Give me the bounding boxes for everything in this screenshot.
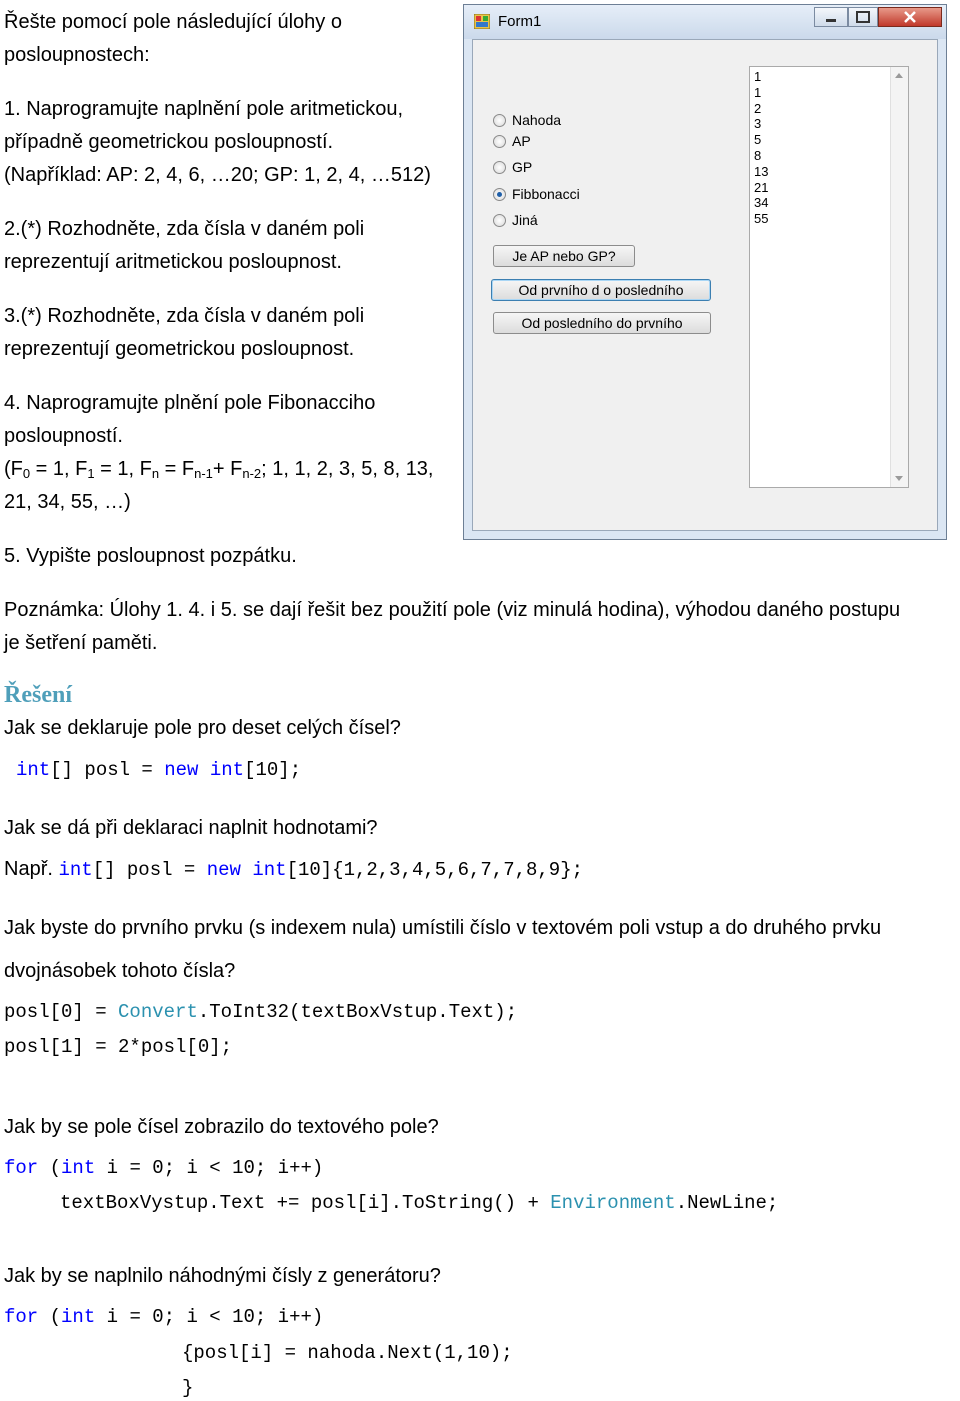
app-icon — [474, 14, 490, 29]
task-1-line-2: případně geometrickou posloupností. — [4, 131, 334, 153]
listbox-items — [754, 69, 768, 227]
window-title: Form1 — [498, 13, 542, 30]
radio-gp[interactable] — [493, 157, 532, 177]
ap-or-gp-button[interactable]: Je AP nebo GP? — [493, 245, 635, 267]
radio-label: Fibbonacci — [512, 186, 580, 202]
scroll-up-icon[interactable] — [895, 73, 903, 78]
close-icon — [879, 8, 941, 26]
radio-circle-icon[interactable] — [493, 188, 506, 201]
question-5: Jak by se naplnilo náhodnými čísly z generátoru? — [4, 1265, 441, 1287]
maximize-icon — [849, 8, 877, 26]
solution-heading: Řešení — [4, 682, 72, 708]
task-1-line-3: (Například: AP: 2, 4, 6, …20; GP: 1, 2, 4, …512) — [4, 164, 431, 186]
code-5: for (int i = 0; i < 10; i++) — [4, 1157, 324, 1179]
code-2: Např. int[] posl = new int[10]{1,2,3,4,5,6,7,7,8,9}; — [4, 858, 584, 881]
maximize-button[interactable] — [848, 7, 878, 27]
list-item[interactable]: 2 — [754, 100, 762, 116]
first-to-last-button[interactable]: Od prvního d o posledního — [491, 279, 711, 301]
note-line-2: je šetření paměti. — [4, 632, 158, 654]
code-8: {posl[i] = nahoda.Next(1,10); — [182, 1342, 513, 1364]
task-5: 5. Vypište posloupnost pozpátku. — [4, 545, 297, 567]
task-4-line-2: posloupností. — [4, 425, 123, 447]
list-item[interactable]: 13 — [754, 163, 769, 179]
radio-circle-icon[interactable] — [493, 214, 506, 227]
list-item[interactable]: 34 — [754, 195, 769, 211]
radio-circle-icon[interactable] — [493, 161, 506, 174]
code-6: textBoxVystup.Text += posl[i].ToString() + Environment.NewLine; — [60, 1192, 779, 1214]
code-9: } — [182, 1377, 194, 1399]
task-4-line-4: 21, 34, 55, …) — [4, 491, 131, 513]
form-client-area — [472, 39, 938, 531]
code-7: for (int i = 0; i < 10; i++) — [4, 1306, 324, 1328]
question-2: Jak se dá při deklaraci naplnit hodnotami? — [4, 817, 378, 839]
scroll-down-icon[interactable] — [895, 476, 903, 481]
task-2-line-1: 2.(*) Rozhodněte, zda čísla v daném poli — [4, 218, 365, 240]
minimize-button[interactable] — [814, 7, 848, 27]
note-line-1: Poznámka: Úlohy 1. 4. i 5. se dají řešit bez použití pole (viz minulá hodina), výhodou daného postupu — [4, 599, 901, 621]
radio-fibbonacci[interactable] — [493, 184, 580, 204]
code-3: posl[0] = Convert.ToInt32(textBoxVstup.Text); — [4, 1001, 518, 1023]
task-3-line-1: 3.(*) Rozhodněte, zda čísla v daném poli — [4, 305, 365, 327]
radio-circle-icon[interactable] — [493, 114, 506, 127]
output-listbox[interactable] — [749, 66, 909, 488]
minimize-icon — [815, 8, 847, 26]
code-4: posl[1] = 2*posl[0]; — [4, 1036, 233, 1058]
last-to-first-button[interactable]: Od posledního do prvního — [493, 312, 711, 334]
question-4: Jak by se pole čísel zobrazilo do textového pole? — [4, 1116, 439, 1138]
list-item[interactable]: 1 — [754, 84, 762, 100]
task-4-line-1: 4. Naprogramujte plnění pole Fibonacciho — [4, 392, 376, 414]
title-bar — [464, 5, 946, 39]
radio-jin-[interactable] — [493, 210, 538, 230]
list-item[interactable]: 1 — [754, 69, 762, 84]
radio-label: GP — [512, 159, 533, 175]
radio-label: AP — [512, 133, 531, 149]
list-item[interactable]: 5 — [754, 132, 762, 148]
question-3-line-2: dvojnásobek tohoto čísla? — [4, 960, 236, 982]
task-2-line-2: reprezentují aritmetickou posloupnost. — [4, 251, 342, 273]
list-item[interactable]: 21 — [754, 179, 769, 195]
radio-nahoda[interactable] — [493, 110, 561, 130]
radio-label: Jiná — [512, 212, 538, 228]
list-item[interactable]: 3 — [754, 116, 762, 132]
task-3-line-2: reprezentují geometrickou posloupnost. — [4, 338, 355, 360]
question-3-line-1: Jak byste do prvního prvku (s indexem nula) umístili číslo v textovém poli vstup a do druhého prvku — [4, 917, 882, 939]
list-item[interactable]: 8 — [754, 147, 762, 163]
task-1-line-1: 1. Naprogramujte naplnění pole aritmetickou, — [4, 98, 404, 120]
close-button[interactable] — [878, 7, 942, 27]
form-window — [463, 4, 947, 540]
intro-line-2: posloupnostech: — [4, 44, 150, 66]
listbox-scrollbar[interactable] — [890, 67, 908, 487]
fibonacci-formula: ($F_0 = 1$, $F_1 = 1$, $F_n = F_{n-1}+ F_{n-2}$; 1, 1, 2, 3, 5, 8, 13, — [4, 458, 434, 481]
radio-label: Nahoda — [512, 112, 562, 128]
question-1: Jak se deklaruje pole pro deset celých čísel? — [4, 717, 401, 739]
intro-line-1: Řešte pomocí pole následující úlohy o — [4, 11, 342, 33]
radio-ap[interactable] — [493, 131, 531, 151]
radio-circle-icon[interactable] — [493, 135, 506, 148]
code-1: int[] posl = new int[10]; — [16, 759, 302, 781]
list-item[interactable]: 55 — [754, 211, 769, 227]
